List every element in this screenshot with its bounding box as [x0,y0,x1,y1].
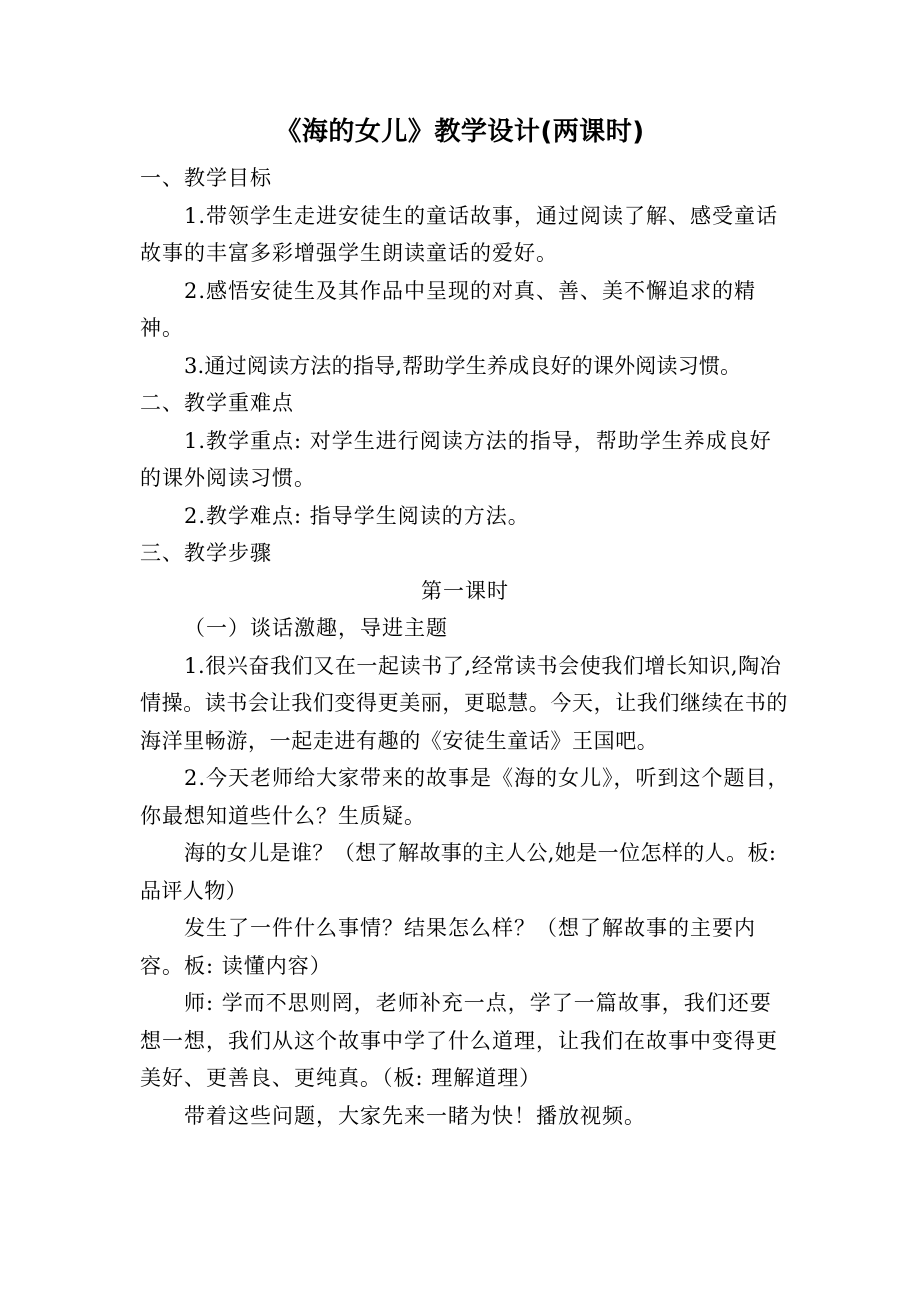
objective-item-1: 1.带领学生走进安徒生的童话故事，通过阅读了解、感受童话故事的丰富多彩增强学生朗读童话的爱好。 [140,203,779,265]
step-paragraph-1: 1.很兴奋我们又在一起读书了,经常读书会使我们增长知识,陶冶情操。读书会让我们变得更美丽，更聪慧。今天，让我们继续在书的海洋里畅游，一起走进有趣的《安徒生童话》王国吧。 [140,653,788,753]
document-title: 《海的女儿》教学设计(两课时) [275,117,645,147]
lesson-heading: 第一课时 [421,578,509,603]
step-paragraph-2: 2.今天老师给大家带来的故事是《海的女儿》，听到这个题目，你最想知道些什么？生质疑。 [140,766,790,828]
step-paragraph-4: 发生了一件什么事情？结果怎么样？（想了解故事的主要内容。板: 读懂内容） [140,916,756,978]
section-heading-steps: 三、教学步骤 [140,541,272,565]
subsection-heading: （一）谈话激趣，导进主题 [184,616,448,640]
step-paragraph-6: 带着这些问题，大家先来一睹为快！播放视频。 [184,1103,646,1128]
objective-item-3: 3.通过阅读方法的指导,帮助学生养成良好的课外阅读习惯。 [184,353,742,378]
section-heading-objectives: 一、教学目标 [140,166,272,190]
key-point-item-2: 2.教学难点: 指导学生阅读的方法。 [184,503,530,528]
objective-item-2: 2.感悟安徒生及其作品中呈现的对真、善、美不懈追求的精神。 [140,278,757,340]
document-body [140,160,790,1135]
section-heading-key-points: 二、教学重难点 [140,391,294,415]
step-paragraph-3: 海的女儿是谁？（想了解故事的主人公,她是一位怎样的人。板: 品评人物） [140,841,777,903]
key-point-item-1: 1.教学重点: 对学生进行阅读方法的指导，帮助学生养成良好的课外阅读习惯。 [140,428,772,490]
step-paragraph-5: 师: 学而不思则罔，老师补充一点，学了一篇故事，我们还要想一想，我们从这个故事中学了什么道理，让我们在故事中变得更美好、更善良、更纯真。（板: 理解道理） [140,991,778,1090]
